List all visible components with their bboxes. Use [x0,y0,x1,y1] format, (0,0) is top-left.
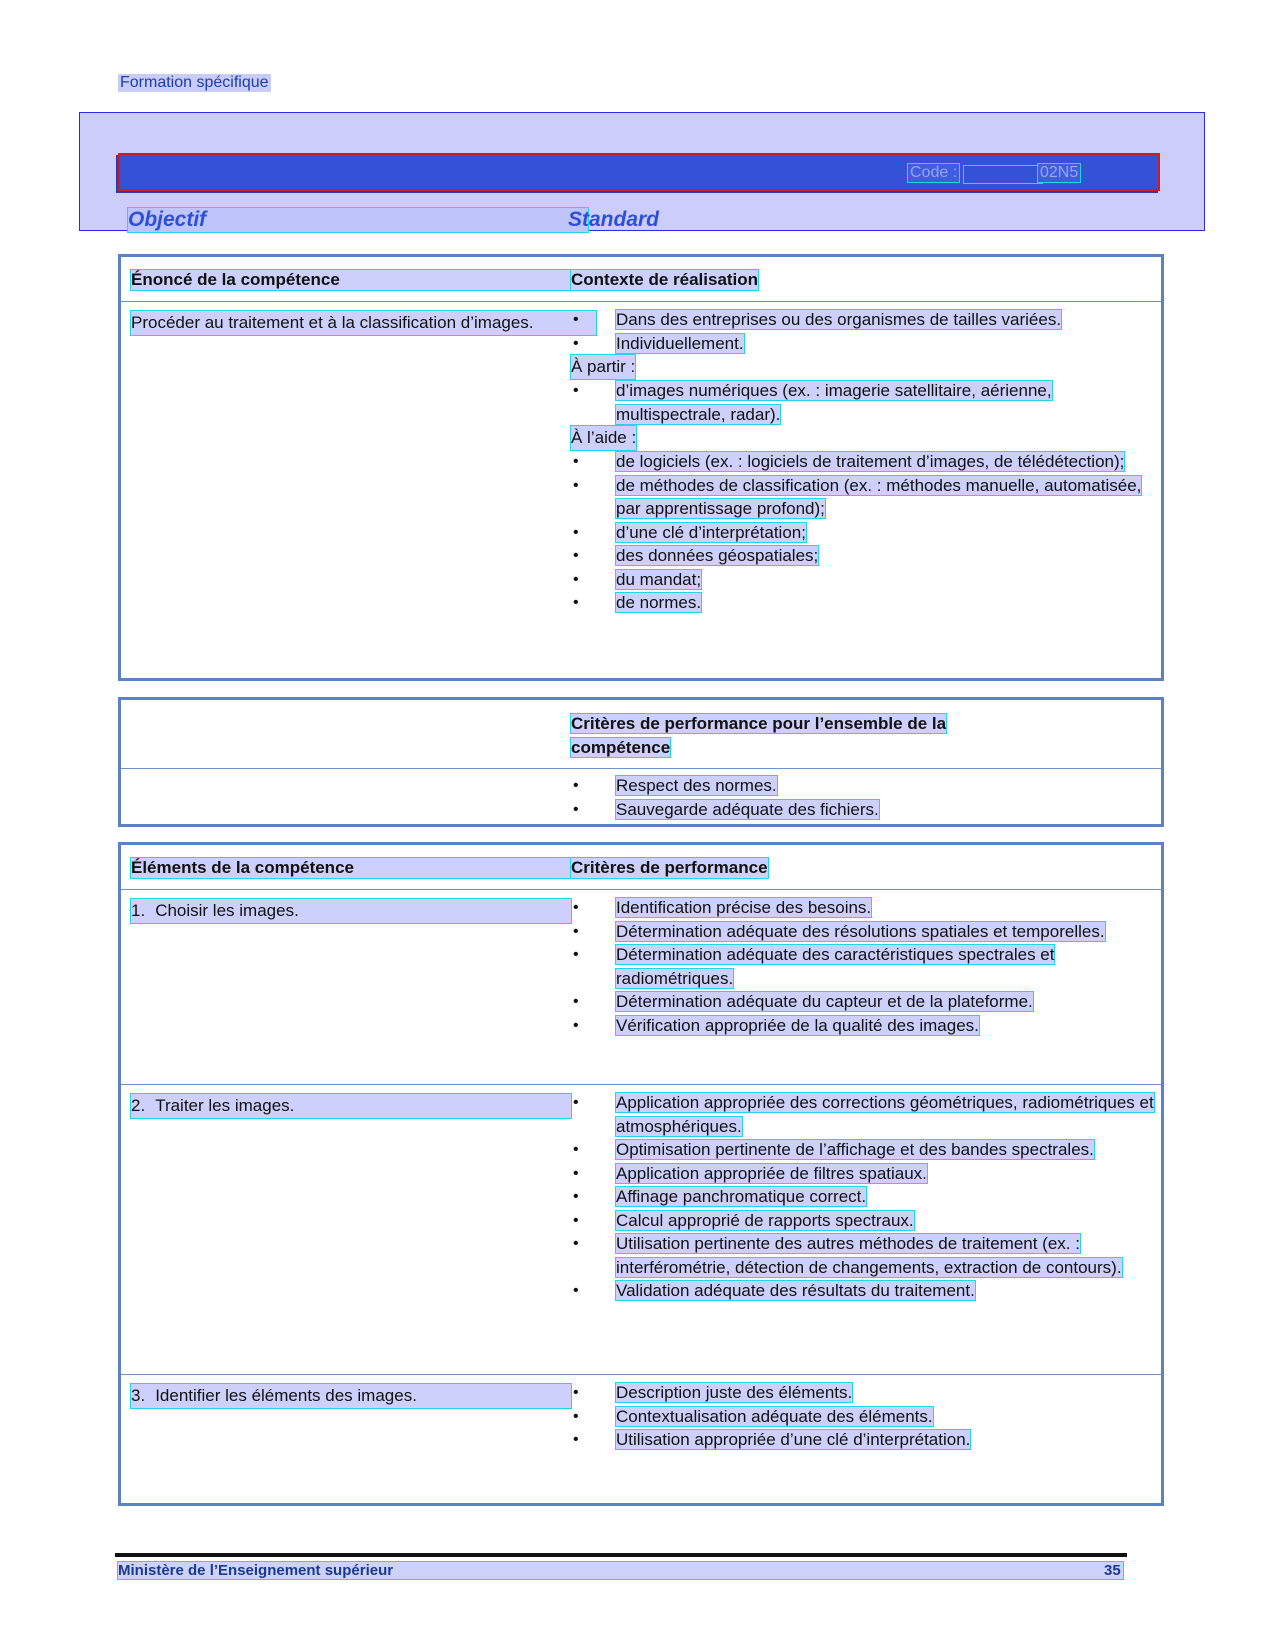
contexte-list-a [571,308,1156,355]
list-item: • Respect des normes. [571,774,1156,798]
table-row [121,301,1161,681]
list-item: • Détermination adéquate des caractéristiques spectrales et radiométriques. [571,943,1156,990]
code-bar [118,153,1160,191]
element-1-criteria [571,896,1156,1037]
intro-partir: À partir : [571,355,635,379]
competence-table [118,254,1164,681]
list-item: • Vérification appropriée de la qualité des images. [571,1014,1156,1038]
element-1: 1. Choisir les images. [131,899,571,923]
list-item: • d’une clé d’interprétation; [571,521,1156,545]
list-item: • Calcul approprié de rapports spectraux. [571,1209,1156,1233]
list-item: • Affinage panchromatique correct. [571,1185,1156,1209]
table-row [121,768,1161,826]
list-item: • Sauvegarde adéquate des fichiers. [571,798,1156,822]
element-3-criteria [571,1381,1156,1452]
contexte-list-b [571,379,1156,426]
list-item: • Application appropriée des corrections géométriques, radiométriques et atmosphériques. [571,1091,1156,1138]
list-item: • Application appropriée de filtres spatiaux. [571,1162,1156,1186]
running-head: Formation spécifique [120,74,269,91]
element-2-criteria [571,1091,1156,1303]
standard-heading: Standard [568,208,660,231]
intro-aide: À l’aide : [571,426,636,450]
list-item: • Description juste des éléments. [571,1381,1156,1405]
list-item: • d’images numériques (ex. : imagerie satellitaire, aérienne, multispectrale, radar). [571,379,1156,426]
global-criteria-table [118,697,1164,827]
table-header-row [121,845,1161,889]
table-row [121,1084,1161,1374]
elements-header: Éléments de la compétence [131,858,571,878]
element-2: 2. Traiter les images. [131,1094,571,1118]
contexte-header: Contexte de réalisation [571,270,759,289]
list-item: • Contextualisation adéquate des éléments. [571,1405,1156,1429]
list-item: • Optimisation pertinente de l’affichage et des bandes spectrales. [571,1138,1156,1162]
criteria-header: Critères de performance [571,858,768,877]
code-value: 02N5 [1040,164,1079,181]
table-row [121,889,1161,1084]
footer-ministry: Ministère de l’Enseignement supérieur [118,1562,1123,1579]
list-item: • Utilisation appropriée d’une clé d’interprétation. [571,1428,1156,1452]
list-item: • Validation adéquate des résultats du traitement. [571,1279,1156,1303]
list-item: • Individuellement. [571,332,1156,356]
list-item: • Détermination adéquate du capteur et de la plateforme. [571,990,1156,1014]
list-item: • Identification précise des besoins. [571,896,1156,920]
table-row [121,1374,1161,1503]
competence-statement: Procéder au traitement et à la classification d’images. [131,311,596,335]
global-criteria-list [571,774,1156,821]
objectif-heading: Objectif [128,208,588,232]
elements-table [118,842,1164,1506]
header-panel [79,112,1205,231]
page-number: 35 [1104,1562,1121,1579]
list-item: • Utilisation pertinente des autres méthodes de traitement (ex. : interférométrie, détection de changements, extraction de contours). [571,1232,1156,1279]
list-item: • Dans des entreprises ou des organismes de tailles variées. [571,308,1156,332]
enonce-header: Énoncé de la compétence [131,270,571,290]
contexte-list-c [571,450,1156,615]
list-item: • Détermination adéquate des résolutions spatiales et temporelles. [571,920,1156,944]
table-header-row [121,700,1161,768]
list-item: • des données géospatiales; [571,544,1156,568]
code-label: Code : [910,164,958,181]
footer-rule [115,1553,1127,1557]
list-item: • de normes. [571,591,1156,615]
list-item: • de logiciels (ex. : logiciels de traitement d’images, de télédétection); [571,450,1156,474]
list-item: • de méthodes de classification (ex. : méthodes manuelle, automatisée, par apprentissage profond); [571,474,1156,521]
global-criteria-header: Critères de performance pour l’ensemble de la compétence [571,714,947,757]
list-item: • du mandat; [571,568,1156,592]
element-3: 3. Identifier les éléments des images. [131,1384,571,1408]
code-field [963,165,1043,184]
table-header-row [121,257,1161,301]
